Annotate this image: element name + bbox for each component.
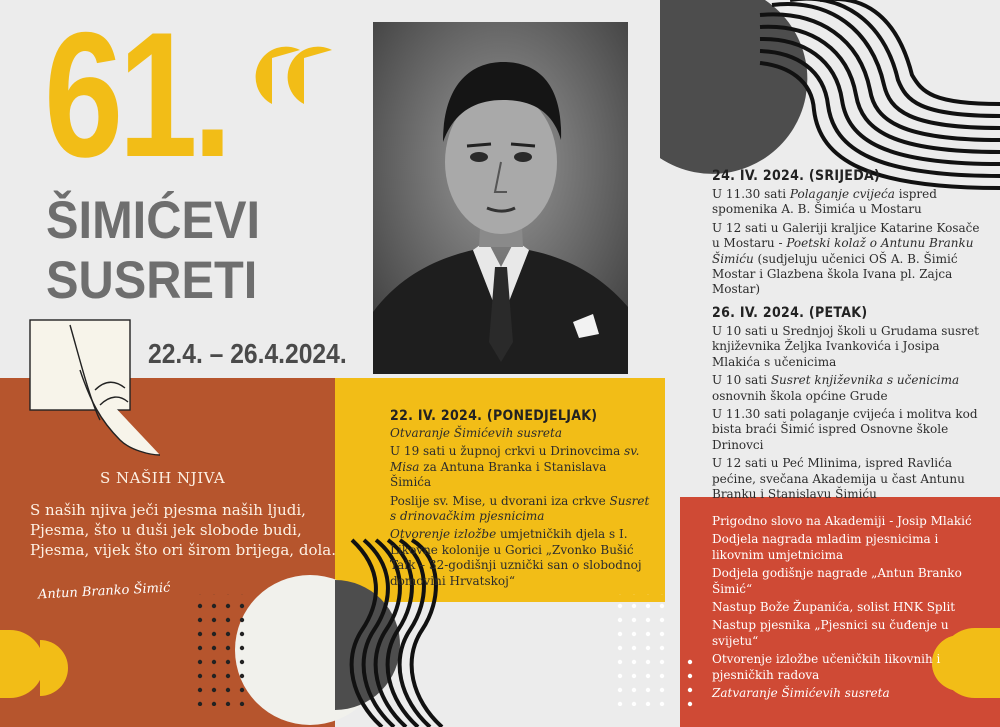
portrait-photo — [373, 22, 628, 374]
programme-item: Otvorenje izložbe učeničkih likovnih i pjesničkih radova — [712, 652, 941, 682]
friday-schedule — [712, 305, 982, 505]
monday-title: 22. IV. 2024. (PONEDJELJAK) — [390, 408, 598, 424]
signature: Antun Branko Šimić — [37, 580, 171, 603]
poem-line: Pjesma, što u duši jek slobode budi, — [30, 521, 302, 539]
schedule-item: U 19 sati u župnoj crkvi u Drinovcima sv. Misa za Antuna Branka i Stanislava Šimića — [390, 444, 640, 490]
programme-item: Zatvaranje Šimićevih susreta — [712, 686, 890, 701]
programme-item: Nastup pjesnika „Pjesnici su čuđenje u svijetu“ — [712, 618, 949, 648]
schedule-item: U 12 sati u Peć Mlinima, ispred Ravlića pećine, svečana Akademija u čast Antunu Branku i Stanislavu Šimiću — [712, 456, 965, 502]
friday-title: 26. IV. 2024. (PETAK) — [712, 305, 868, 321]
programme-item: Nastup Bože Županića, solist HNK Split — [712, 600, 956, 615]
akademija-programme — [712, 514, 982, 704]
schedule-item: U 10 sati u Srednjoj školi u Grudama susret književnika Željka Ivankovića i Josipa Mlakića s učenicima — [712, 324, 979, 369]
dot-grid-white-right — [684, 654, 698, 710]
wednesday-title: 24. IV. 2024. (SRIJEDA) — [712, 168, 881, 184]
title-line-1: ŠIMIĆEVI — [46, 191, 261, 250]
event-number: 61. — [44, 0, 228, 194]
poem-line: Pjesma, vijek što ori širom brijega, dola. — [30, 541, 336, 559]
programme-item: Dodjela nagrada mladim pjesnicima i likovnim umjetnicima — [712, 532, 939, 562]
dot-grid-white-left — [616, 594, 672, 706]
title-line-2: SUSRETI — [46, 251, 258, 310]
programme-item: Dodjela godišnje nagrade „Antun Branko Šimić“ — [712, 566, 962, 596]
schedule-item: U 11.30 sati polaganje cvijeća i molitva kod bista braći Šimić ispred Osnovne škole Drinovci — [712, 407, 978, 452]
schedule-item: U 10 sati Susret književnika s učenicima osnovnih škola općine Grude — [712, 373, 960, 403]
schedule-item: Otvorenje izložbe umjetničkih djela s I. Likovne kolonije u Gorici „Zvonko Bušić Taik – 32-godišnji uznički san o slobodnoj domovini Hrvatskoj“ — [390, 527, 642, 588]
poem-line: S naših njiva ječi pjesma naših ljudi, — [30, 501, 306, 519]
event-dates: 22.4. – 26.4.2024. — [148, 338, 347, 369]
schedule-item: Poslije sv. Mise, u dvorani iza crkve Susret s drinovačkim pjesnicima — [390, 493, 650, 524]
schedule-item: U 11.30 sati Polaganje cvijeća ispred spomenika A. B. Šimića u Mostaru — [712, 187, 937, 217]
quote-mark-icon — [256, 47, 332, 104]
programme-item: Prigodno slovo na Akademiji - Josip Mlakić — [712, 514, 972, 528]
wednesday-schedule — [712, 168, 982, 301]
schedule-item: Otvaranje Šimićevih susreta — [390, 426, 562, 440]
yellow-semicircle-left — [0, 630, 44, 698]
monday-schedule — [390, 408, 650, 592]
sketch-illustration — [30, 320, 160, 455]
schedule-item: U 12 sati u Galeriji kraljice Katarine Kosače u Mostaru - Poetski kolaž o Antunu Branku Šimiću (sudjeluju učenici OŠ A. B. Šimić Mostar i Glazbena škola Ivana pl. Zajca Mostar) — [712, 220, 980, 297]
poem-title: S NAŠIH NJIVA — [100, 469, 226, 487]
dot-grid-black — [196, 594, 252, 706]
